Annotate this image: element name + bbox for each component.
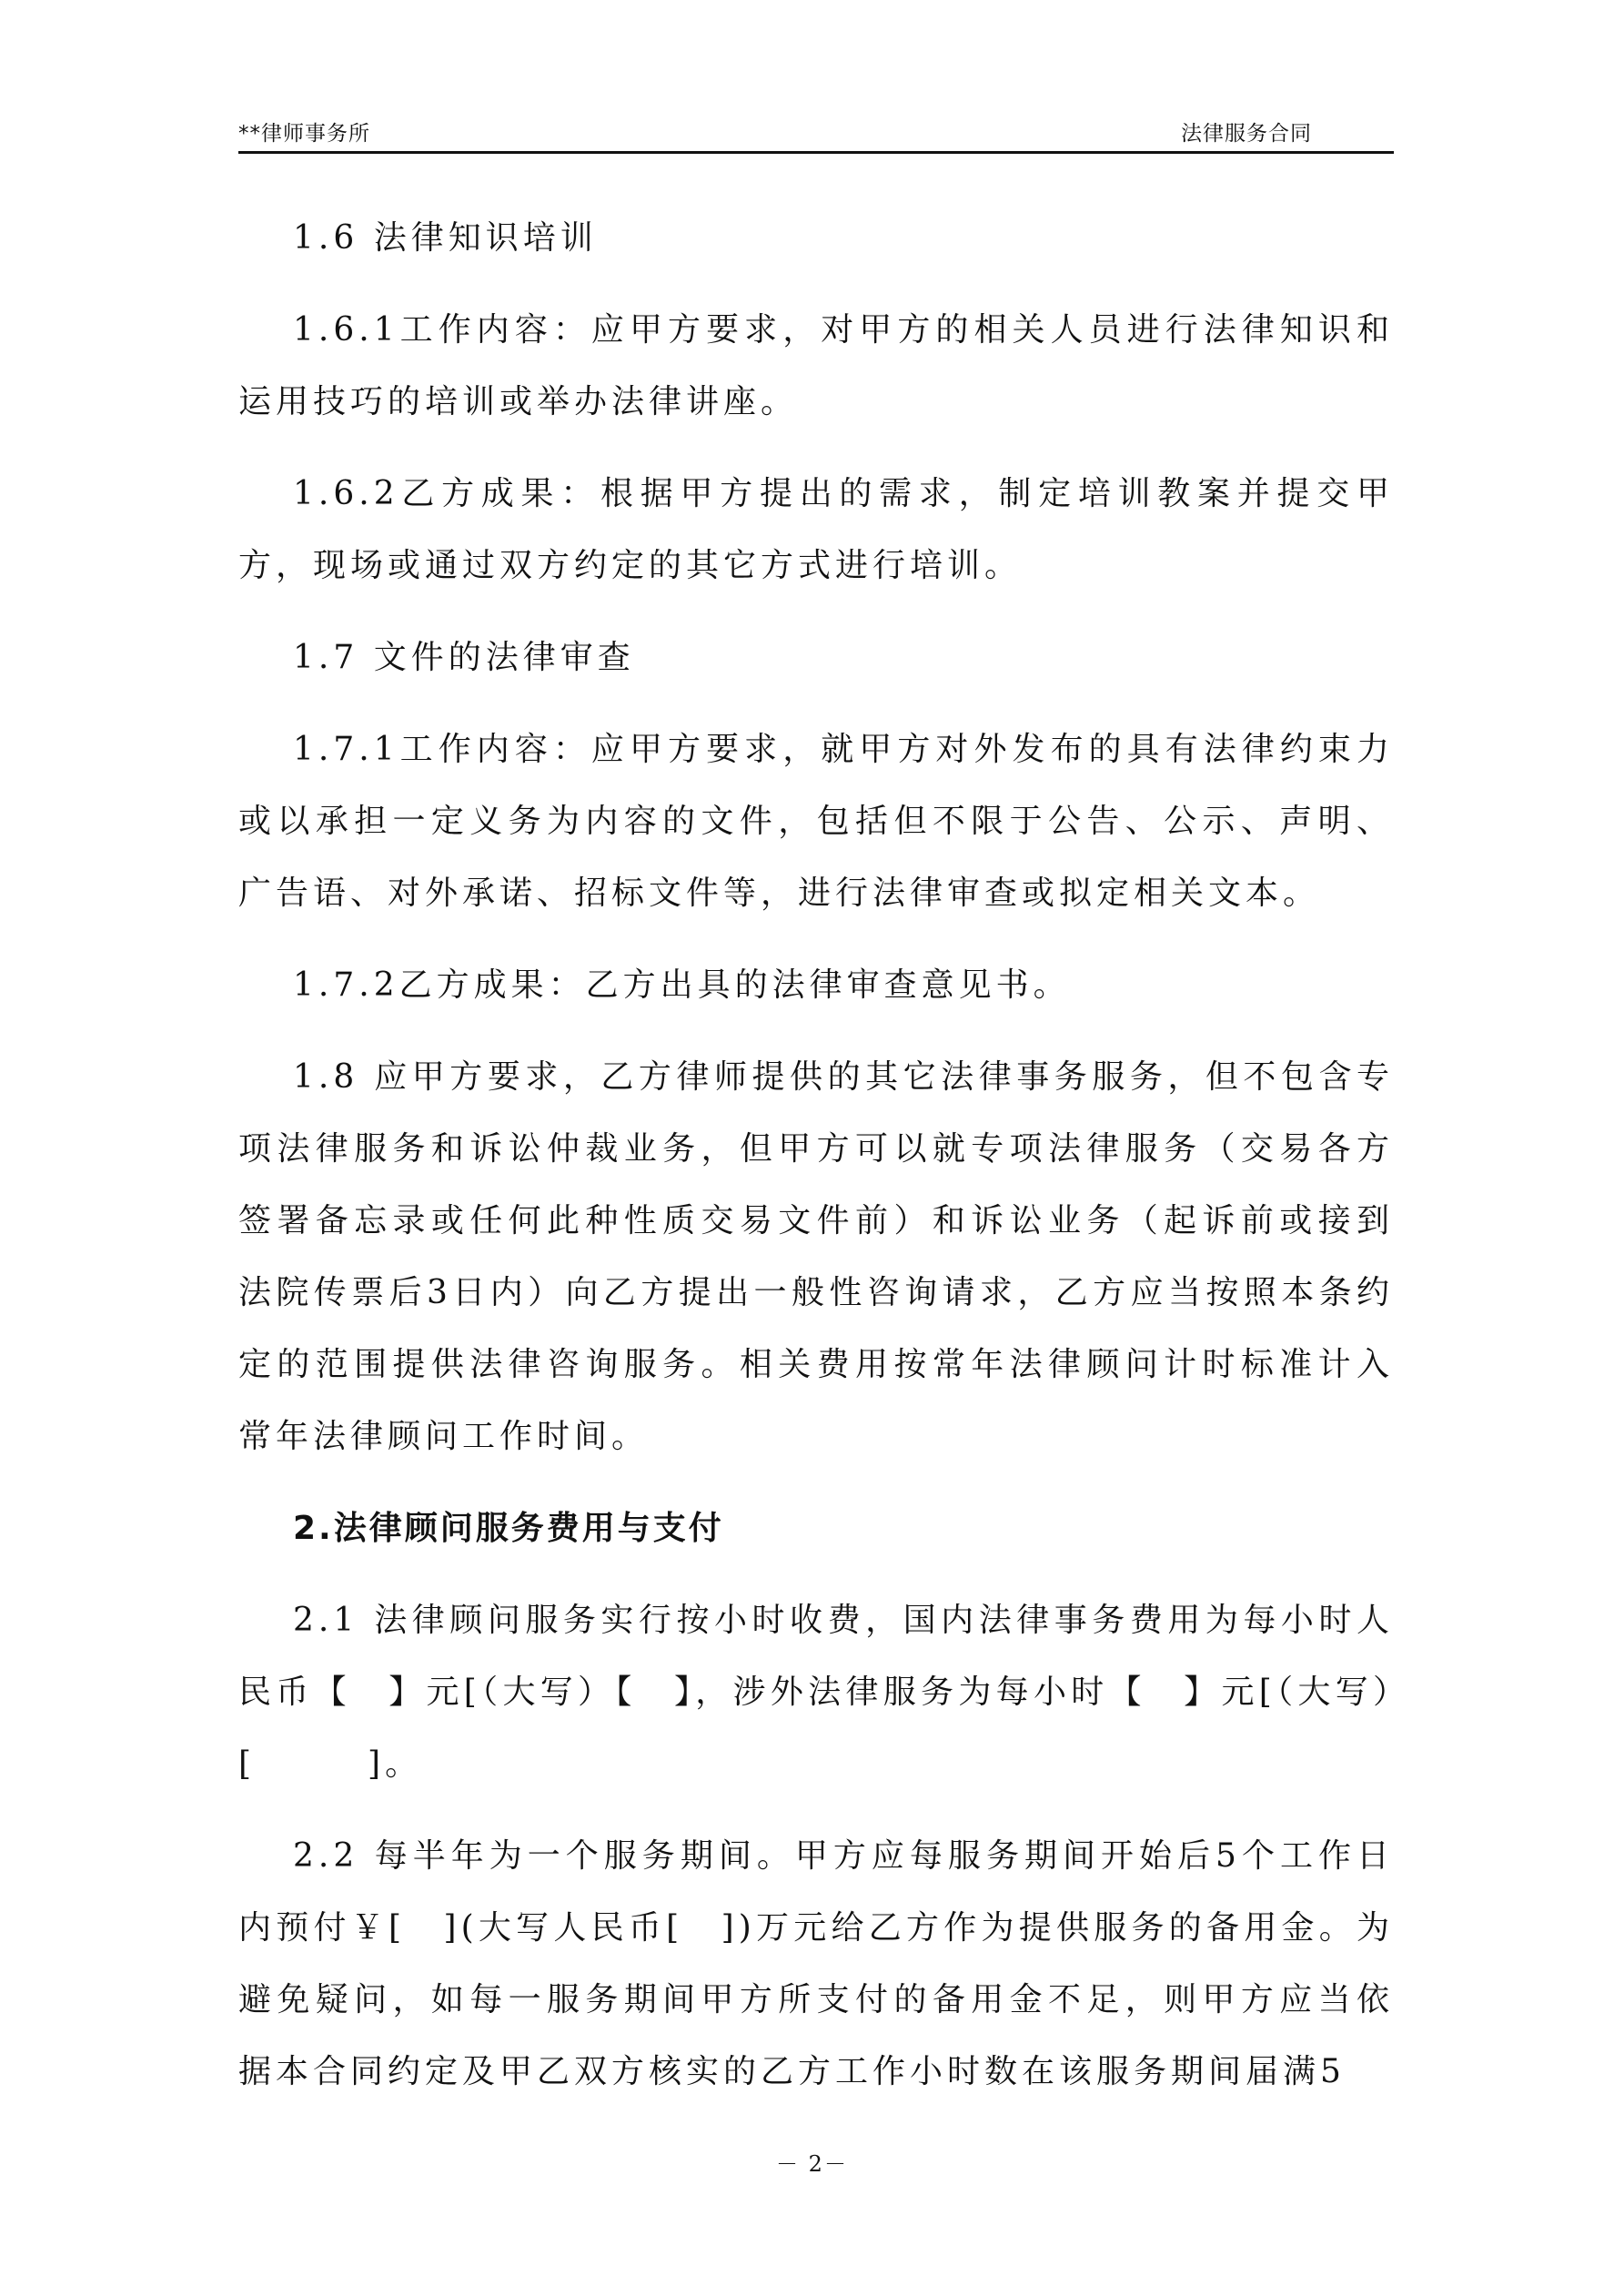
section-1-7-2-paragraph: 1.7.2乙方成果：乙方出具的法律审查意见书。 xyxy=(293,966,1071,1004)
document-body xyxy=(238,202,1394,2128)
header-document-title: 法律服务合同 xyxy=(1181,122,1312,146)
section-1-6-title: 1.6 法律知识培训 xyxy=(293,219,598,257)
section-2-heading: 2.法律顾问服务费用与支付 xyxy=(293,1510,724,1547)
section-1-7-1-paragraph: 1.7.1工作内容：应甲方要求，就甲方对外发布的具有法律约束力或以承担一定义务为内容的文件，包括但不限于公告、公示、声明、广告语、对外承诺、招标文件等，进行法律审查或拟定相关文本。 xyxy=(238,731,1394,912)
header-firm-name: **律师事务所 xyxy=(238,122,370,146)
section-1-8-paragraph: 1.8 应甲方要求，乙方律师提供的其它法律事务服务，但不包含专项法律服务和诉讼仲裁业务，但甲方可以就专项法律服务（交易各方签署备忘录或任何此种性质交易文件前）和诉讼业务（起诉前或接到法院传票后3日内）向乙方提出一般性咨询请求，乙方应当按照本条约定的范围提供法律咨询服务。相关费用按常年法律顾问计时标准计入常年法律顾问工作时间。 xyxy=(238,1058,1394,1455)
page-number: － 2－ xyxy=(776,2151,848,2177)
section-1-6-1-paragraph: 1.6.1工作内容：应甲方要求，对甲方的相关人员进行法律知识和运用技巧的培训或举办法律讲座。 xyxy=(238,311,1394,420)
section-1-7-title: 1.7 文件的法律审查 xyxy=(293,639,635,676)
header-divider xyxy=(238,151,1394,154)
page-header xyxy=(238,113,1394,151)
section-2-1-paragraph: 2.1 法律顾问服务实行按小时收费，国内法律事务费用为每小时人民币【 】元[（大写）【 】，涉外法律服务为每小时【 】元[（大写）[ ]。 xyxy=(238,1602,1394,1783)
section-2-2-paragraph: 2.2 每半年为一个服务期间。甲方应每服务期间开始后5个工作日内预付￥[ ](大写人民币[ ])万元给乙方作为提供服务的备用金。为避免疑问，如每一服务期间甲方所支付的备用金不足，则甲方应当依据本合同约定及甲乙双方核实的乙方工作小时数在该服务期间届满5 xyxy=(238,1837,1394,2090)
section-1-6-2-paragraph: 1.6.2乙方成果：根据甲方提出的需求，制定培训教案并提交甲方，现场或通过双方约定的其它方式进行培训。 xyxy=(238,475,1394,584)
